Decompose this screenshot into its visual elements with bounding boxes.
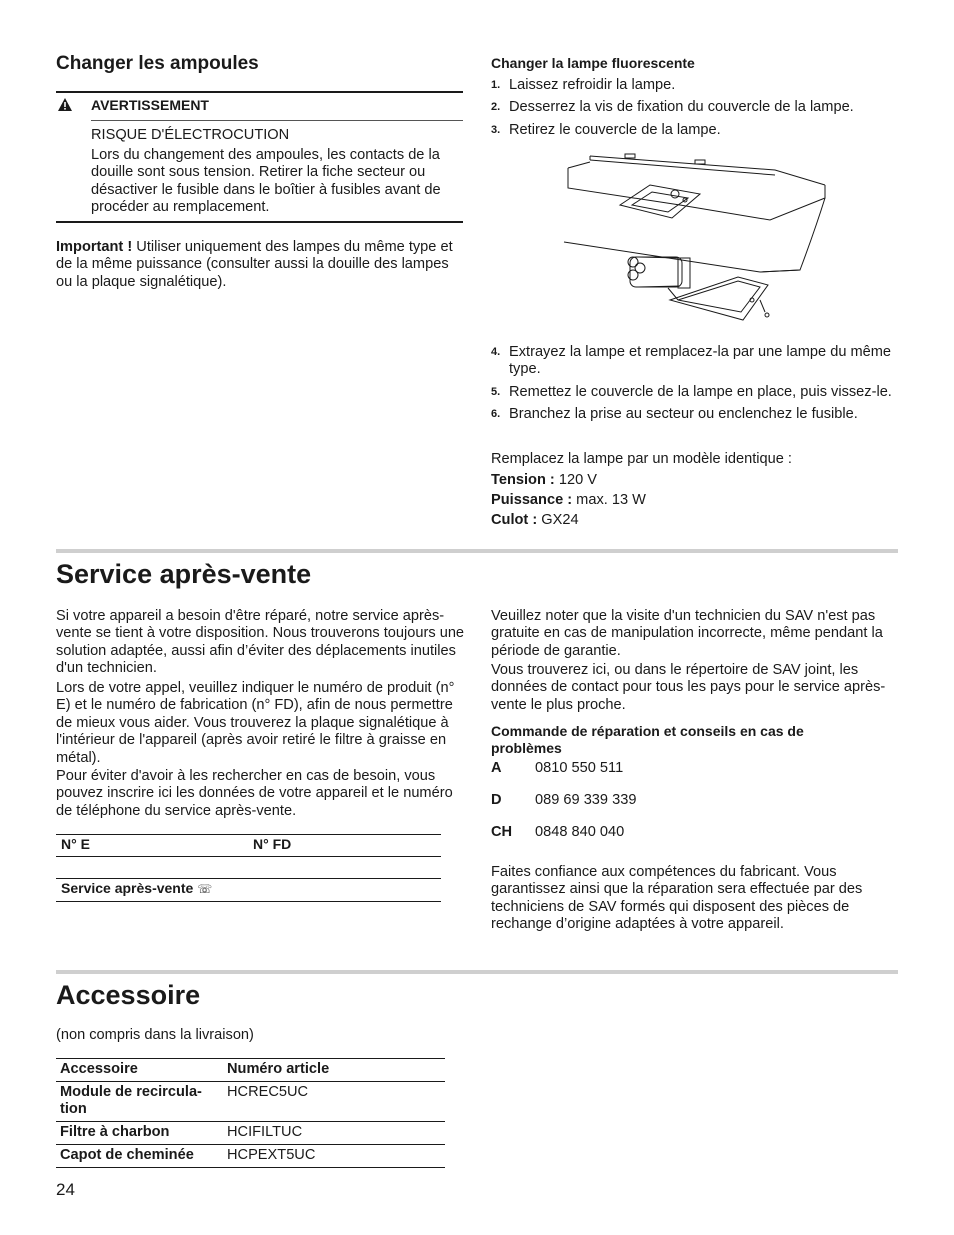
list-item: 5. Remettez le couvercle de la lampe en place, puis vissez-le.	[491, 383, 892, 400]
phone-ch: 0848 840 040	[535, 824, 625, 840]
service-heading: Service après-vente	[56, 559, 312, 589]
warning-bottom-rule	[56, 221, 463, 223]
country-a: A	[491, 760, 502, 776]
list-item: 6. Branchez la prise au secteur ou enclenchez le fusible.	[491, 406, 858, 423]
form-fd-label: N° FD	[253, 836, 292, 852]
important-note	[56, 239, 466, 291]
warning-top-rule	[56, 91, 463, 93]
service-paragraph-1: Si votre appareil a besoin d'être réparé, notre service après-vente se tient à votre disposition. Nous trouverons toujours une solution adaptée, aussi afin d’éviter des déplacements inutiles d'un technicien.	[56, 608, 465, 677]
lamp-heading: Changer les ampoules	[56, 53, 259, 74]
table-row: Capot de cheminée HCPEXT5UC	[56, 1145, 445, 1168]
service-paragraph-5: Vous trouverez ici, ou dans le répertoire de SAV joint, les données de contact pour tous les pays pour le service après-vente le plus proche.	[491, 662, 886, 713]
accessory-heading: Accessoire	[56, 980, 201, 1010]
warning-text: Lors du changement des ampoules, les contacts de la douille sont sous tension. Retirer la fiche secteur ou désactiver le fusible dans le boîtier à fusibles avant de procéder au remplacement.	[91, 147, 441, 216]
form-service-label: Service après-vente ☏	[61, 880, 213, 896]
spec-culot: Culot : GX24	[491, 512, 579, 528]
list-item: 4. Extrayez la lampe et remplacez-la par une lampe du même type.	[491, 344, 892, 378]
country-d: D	[491, 792, 502, 808]
spec-puissance: Puissance : max. 13 W	[491, 492, 646, 508]
phone-a: 0810 550 511	[535, 760, 624, 776]
spec-tension: Tension : 120 V	[491, 472, 597, 488]
phone-d: 089 69 339 339	[535, 792, 637, 808]
list-item: 1. Laissez refroidir la lampe.	[491, 77, 676, 93]
important-label: Important !	[56, 239, 133, 255]
fluo-heading: Changer la lampe fluorescente	[491, 55, 695, 71]
warning-label: AVERTISSEMENT	[91, 97, 209, 113]
warning-inner-rule	[91, 120, 463, 121]
accessory-note: (non compris dans la livraison)	[56, 1027, 254, 1043]
service-paragraph-2: Lors de votre appel, veuillez indiquer le numéro de produit (n° E) et le numéro de fabrication (n° FD), afin de nous permettre de mieux vous aider. Vous trouverez la plaque signalétique à l'intérieur de l'appareil (après avoir retiré le filtre à graisse en métal).	[56, 680, 455, 766]
lamp-cover-illustration	[560, 150, 835, 325]
table-header-row	[56, 1059, 445, 1082]
contact-heading: Commande de réparation et conseils en cas de problèmes	[491, 723, 804, 756]
country-ch: CH	[491, 824, 513, 840]
important-text: Utiliser uniquement des lampes du même type et de la même puissance (consulter aussi la douille des lampes ou la plaque signalétique).	[56, 239, 453, 290]
steps-list-b	[491, 344, 901, 424]
list-item: 3. Retirez le couvercle de la lampe.	[491, 121, 721, 138]
form-rule	[56, 878, 441, 879]
table-header-accessoire: Accessoire	[56, 1059, 223, 1082]
phone-icon: ☏	[197, 882, 213, 896]
form-rule	[56, 834, 441, 835]
warning-triangle-icon	[58, 98, 74, 113]
service-paragraph-6: Faites confiance aux compétences du fabricant. Vous garantissez ainsi que la réparation sera effectuée par des techniciens de SAV formés qui disposent des pièces de rechange d’origine adaptées à votre appareil.	[491, 864, 863, 933]
table-header-numero: Numéro article	[223, 1059, 445, 1082]
service-paragraph-3: Pour éviter d'avoir à les rechercher en cas de besoin, vous pouvez inscrire ici les données de votre appareil et le numéro de téléphone du service après-vente.	[56, 768, 453, 819]
list-item: 2. Desserrez la vis de fixation du couvercle de la lampe.	[491, 99, 854, 116]
form-rule	[56, 901, 441, 902]
section-divider	[56, 970, 898, 974]
warning-title: RISQUE D'ÉLECTROCUTION	[91, 127, 290, 143]
form-e-label: N° E	[61, 836, 90, 852]
section-divider	[56, 549, 898, 553]
page-number: 24	[56, 1180, 75, 1199]
accessory-table	[56, 1058, 445, 1168]
service-paragraph-4: Veuillez noter que la visite d'un technicien du SAV n'est pas gratuite en cas de manipulation incorrecte, même pendant la période de garantie.	[491, 608, 883, 659]
form-rule	[56, 856, 441, 857]
steps-list-a	[491, 77, 901, 139]
table-row: Module de recircula-tion HCREC5UC	[56, 1082, 445, 1122]
replace-text: Remplacez la lampe par un modèle identique :	[491, 451, 792, 467]
table-row: Filtre à charbon HCIFILTUC	[56, 1122, 445, 1145]
